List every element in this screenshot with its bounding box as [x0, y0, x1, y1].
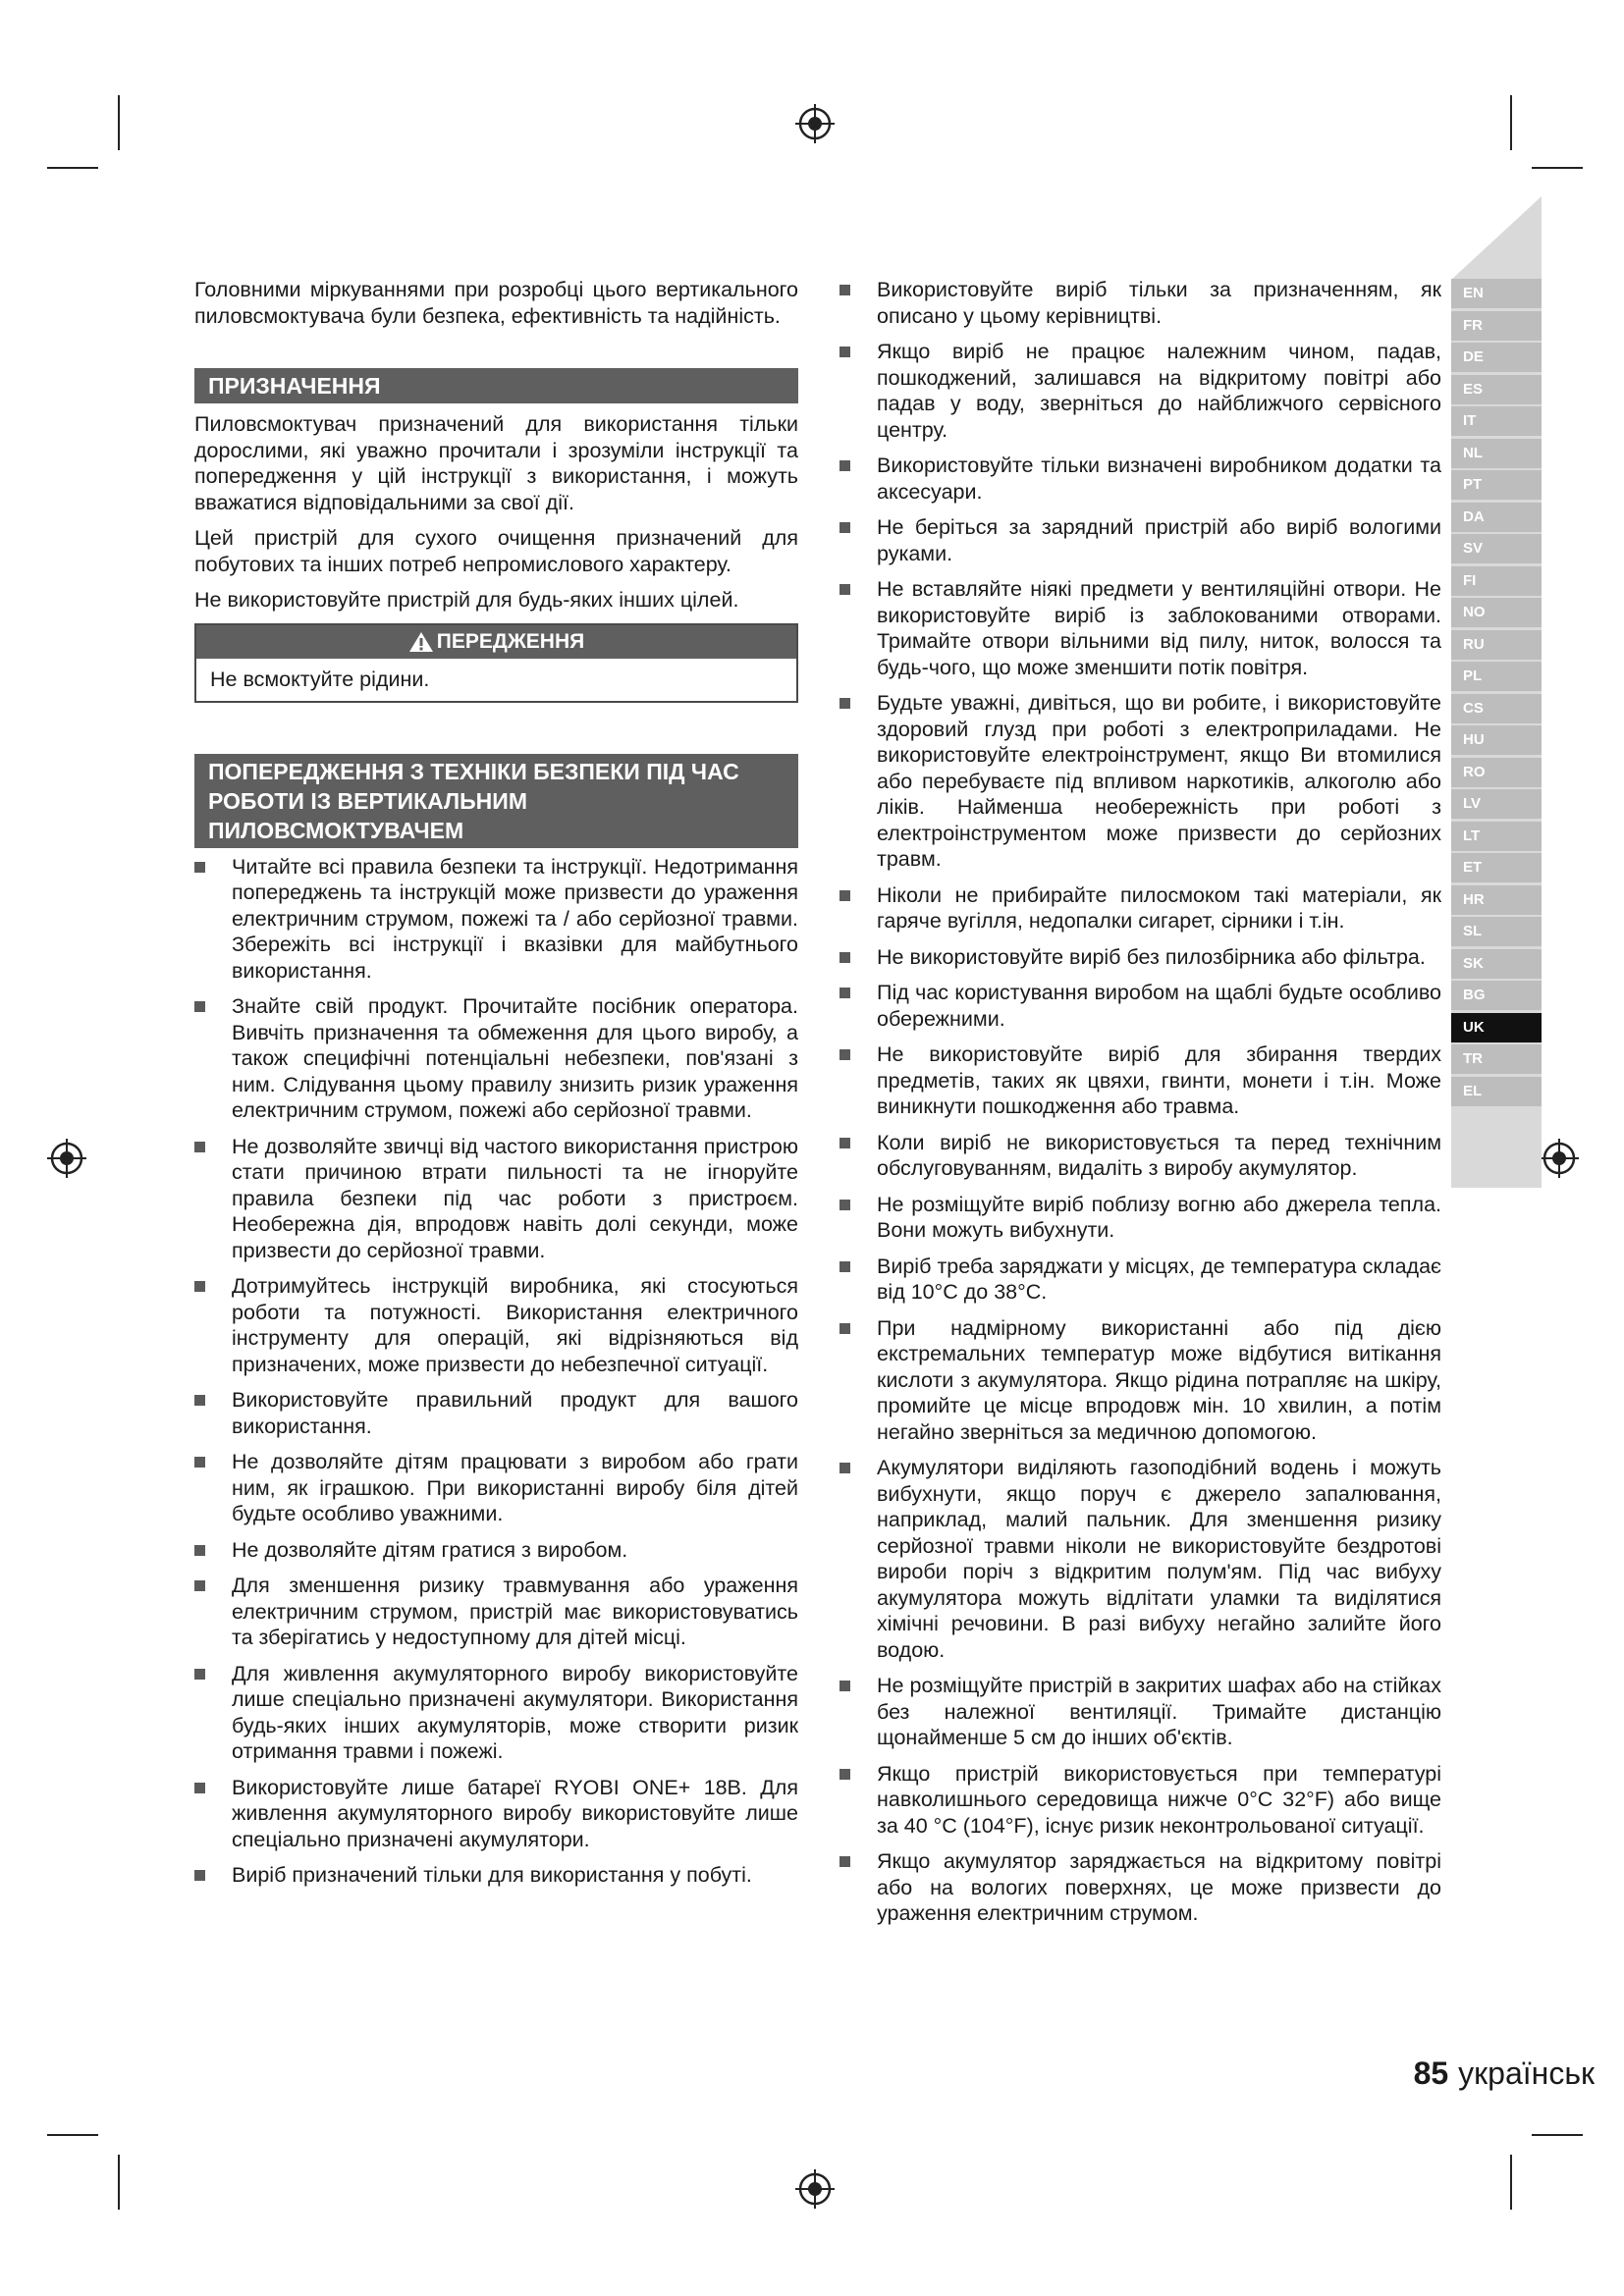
language-tab-hu[interactable]: HU: [1451, 725, 1542, 755]
safety-item-text: Дотримуйтесь інструкцій виробника, які стосуються роботи та потужності. Використання електричного інструменту для операцій, які відрізняються від призначених, може призвести до небезпечної ситуації.: [232, 1274, 798, 1376]
square-bullet-icon: [194, 1783, 205, 1793]
safety-list-item: [839, 1041, 1441, 1120]
safety-list-item: [839, 339, 1441, 443]
safety-item-text: Якщо виріб не працює належним чином, падав, пошкоджений, залишався на відкритому повітрі або падав у воду, зверніться до найближчого сервісного центру.: [877, 340, 1441, 442]
safety-item-text: Якщо акумулятор заряджається на відкритому повітрі або на вологих поверхнях, це може призвести до ураження електричним струмом.: [877, 1849, 1441, 1925]
left-column: [194, 277, 798, 1898]
safety-list-left: [194, 854, 798, 1889]
square-bullet-icon: [839, 890, 850, 901]
safety-item-text: Не використовуйте виріб для збирання твердих предметів, таких як цвяхи, гвинти, монети і т.ін. Може виникнути пошкодження або травма.: [877, 1042, 1441, 1118]
language-tab-uk[interactable]: UK: [1451, 1013, 1542, 1042]
registration-mark-icon: [45, 1137, 88, 1180]
safety-item-text: Використовуйте тільки визначені виробником додатки та аксесуари.: [877, 454, 1441, 504]
safety-item-text: Для живлення акумуляторного виробу використовуйте лише спеціально призначені акумулятори. Використання будь-яких інших акумуляторів, може створити ризик отримання травми і пожежі.: [232, 1661, 798, 1763]
language-tab-el[interactable]: EL: [1451, 1077, 1542, 1106]
language-tab-fr[interactable]: FR: [1451, 311, 1542, 341]
crop-mark: [1510, 95, 1512, 150]
safety-list-item: [194, 1273, 798, 1377]
safety-list-item: [839, 1848, 1441, 1927]
footer-language: українськ: [1458, 2056, 1595, 2091]
safety-list-item: [839, 944, 1441, 971]
safety-item-text: Не використовуйте виріб без пилозбірника або фільтра.: [877, 944, 1426, 969]
safety-item-text: Читайте всі правила безпеки та інструкції. Недотримання попереджень та інструкцій може призвести до ураження електричним струмом, пожежі та / або серйозної травми. Збережіть всі інструкції і вказівки для майбутнього використання.: [232, 854, 798, 983]
language-tab-pt[interactable]: PT: [1451, 470, 1542, 500]
safety-list-item: [194, 1449, 798, 1527]
language-tab-it[interactable]: IT: [1451, 406, 1542, 436]
language-tab-en[interactable]: EN: [1451, 279, 1542, 308]
language-tab-fi[interactable]: FI: [1451, 566, 1542, 596]
purpose-paragraph: Цей пристрій для сухого очищення призначений для побутових та інших потреб непромислового характеру.: [194, 526, 798, 576]
language-tab-nl[interactable]: NL: [1451, 439, 1542, 468]
safety-heading: ПОПЕРЕДЖЕННЯ З ТЕХНІКИ БЕЗПЕКИ ПІД ЧАС РОБОТИ ІЗ ВЕРТИКАЛЬНИМ ПИЛОВСМОКТУВАЧЕМ: [194, 754, 798, 848]
safety-item-text: Акумулятори виділяють газоподібний водень і можуть вибухнути, якщо поруч є джерело запалювання, наприклад, малий пальник. Для зменшення ризику серйозної травми ніколи не використовуйте бездротові вироби поріч з відкритим полум'ям. Під час вибуху акумулятора можуть відлітати уламки та виділятися хімічні речовини. В разі вибуху негайно залийте його водою.: [877, 1456, 1441, 1662]
registration-mark-icon: [793, 2167, 837, 2211]
page-number: 85: [1413, 2056, 1449, 2091]
language-tab-ro[interactable]: RO: [1451, 758, 1542, 787]
safety-list-item: [839, 453, 1441, 505]
safety-item-text: Не розміщуйте пристрій в закритих шафах або на стійках без належної вентиляції. Тримайте дистанцію щонайменше 5 см до інших об'єктів.: [877, 1674, 1441, 1749]
safety-list-item: [839, 1761, 1441, 1840]
language-tab-bg[interactable]: BG: [1451, 981, 1542, 1010]
safety-list-item: [194, 993, 798, 1124]
square-bullet-icon: [194, 862, 205, 873]
square-bullet-icon: [839, 698, 850, 709]
safety-item-text: Не дозволяйте звичці від частого використання пристрою стати причиною втрати пильності та не ігноруйте правила безпеки під час роботи з пристроєм. Необережна дія, впродовж навіть долі секунди, може призвести до серйозної травми.: [232, 1134, 798, 1262]
language-tab-lv[interactable]: LV: [1451, 789, 1542, 819]
language-tab-es[interactable]: ES: [1451, 375, 1542, 404]
square-bullet-icon: [194, 1545, 205, 1556]
safety-item-text: Ніколи не прибирайте пилосмоком такі матеріали, як гаряче вугілля, недопалки сигарет, сірники і т.ін.: [877, 882, 1441, 933]
crop-mark: [1510, 2155, 1512, 2210]
language-tab-tr[interactable]: TR: [1451, 1044, 1542, 1074]
safety-list-item: [194, 1661, 798, 1765]
safety-list-item: [839, 1130, 1441, 1182]
purpose-paragraph: Не використовуйте пристрій для будь-яких інших цілей.: [194, 588, 739, 612]
square-bullet-icon: [194, 1669, 205, 1680]
safety-item-text: Виріб призначений тільки для використання у побуті.: [232, 1863, 752, 1887]
language-tab-ru[interactable]: RU: [1451, 630, 1542, 660]
right-column: [839, 277, 1441, 1937]
square-bullet-icon: [839, 1323, 850, 1334]
language-tab-no[interactable]: NO: [1451, 598, 1542, 627]
square-bullet-icon: [194, 1457, 205, 1468]
language-tab-hr[interactable]: HR: [1451, 885, 1542, 915]
crop-mark: [1532, 167, 1583, 169]
language-tab-da[interactable]: DA: [1451, 503, 1542, 532]
safety-item-text: Не беріться за зарядний пристрій або виріб вологими руками.: [877, 515, 1441, 565]
square-bullet-icon: [194, 1870, 205, 1881]
safety-list-item: [194, 854, 798, 985]
language-tab-sl[interactable]: SL: [1451, 917, 1542, 946]
crop-mark: [47, 2134, 98, 2136]
square-bullet-icon: [194, 1142, 205, 1152]
safety-list-item: [839, 1673, 1441, 1751]
language-tab-lt[interactable]: LT: [1451, 822, 1542, 851]
square-bullet-icon: [839, 1769, 850, 1780]
safety-list-item: [839, 980, 1441, 1032]
purpose-paragraph: Пиловсмоктувач призначений для використання тільки дорослими, які уважно прочитали і зрозуміли інструкції та попередження у цій інструкції з використання, і можуть вважатися відповідальними за свої дії.: [194, 412, 798, 514]
purpose-heading: ПРИЗНАЧЕННЯ: [194, 368, 798, 403]
safety-list-item: [839, 1192, 1441, 1244]
square-bullet-icon: [839, 952, 850, 963]
safety-item-text: Не вставляйте ніякі предмети у вентиляційні отвори. Не використовуйте виріб із заблокованими отворами. Тримайте отвори вільними від пилу, ниток, волосся та будь-чого, що може зменшити потік повітря.: [877, 577, 1441, 679]
warning-heading-text: ПЕРЕДЖЕННЯ: [436, 629, 585, 653]
square-bullet-icon: [194, 1580, 205, 1591]
square-bullet-icon: [839, 1138, 850, 1148]
safety-item-text: Під час користування виробом на щаблі будьте особливо обережними.: [877, 981, 1441, 1031]
language-tab-sk[interactable]: SK: [1451, 949, 1542, 979]
safety-item-text: Не дозволяйте дітям працювати з виробом або грати ним, як іграшкою. При використанні виробу біля дітей будьте особливо уважними.: [232, 1450, 798, 1525]
safety-item-text: Використовуйте правильний продукт для вашого використання.: [232, 1388, 798, 1438]
safety-item-text: Використовуйте лише батареї RYOBI ONE+ 18В. Для живлення акумуляторного виробу використовуйте лише спеціально призначені акумулятори.: [232, 1775, 798, 1851]
crop-mark: [118, 2155, 120, 2210]
square-bullet-icon: [194, 1001, 205, 1012]
warning-text: Не всмоктуйте рідини.: [210, 667, 430, 691]
safety-item-text: Виріб треба заряджати у місцях, де температура складає від 10°C до 38°C.: [877, 1254, 1441, 1304]
crop-mark: [47, 167, 98, 169]
intro-paragraph: Головними міркуваннями при розробці цього вертикального пиловсмоктувача були безпека, ефективність та надійність.: [194, 278, 798, 328]
square-bullet-icon: [839, 584, 850, 595]
crop-mark: [1532, 2134, 1583, 2136]
safety-list-item: [194, 1862, 798, 1889]
language-tab-et[interactable]: ET: [1451, 853, 1542, 882]
square-bullet-icon: [839, 522, 850, 533]
safety-list-item: [839, 576, 1441, 680]
safety-list-item: [194, 1573, 798, 1651]
safety-item-text: Не розміщуйте виріб поблизу вогню або джерела тепла. Вони можуть вибухнути.: [877, 1192, 1441, 1242]
square-bullet-icon: [194, 1281, 205, 1292]
square-bullet-icon: [839, 1463, 850, 1473]
square-bullet-icon: [839, 1681, 850, 1691]
page-footer: [1414, 2056, 1595, 2092]
language-tabs: [1451, 279, 1542, 1108]
language-tab-pl[interactable]: PL: [1451, 662, 1542, 691]
language-tab-cs[interactable]: CS: [1451, 694, 1542, 723]
safety-item-text: Коли виріб не використовується та перед технічним обслуговуванням, видаліть з виробу акумулятор.: [877, 1130, 1441, 1180]
warning-box: [194, 623, 798, 703]
square-bullet-icon: [839, 347, 850, 357]
square-bullet-icon: [839, 988, 850, 998]
square-bullet-icon: [839, 1200, 850, 1210]
safety-list-item: [839, 277, 1441, 329]
safety-list-item: [839, 1254, 1441, 1306]
safety-item-text: При надмірному використанні або під дією екстремальних температур може відбутися витікання кислоти з акумулятора. Якщо рідина потрапляє на шкіру, промийте це місце впродовж мін. 10 хвилин, а потім негайно зверніться за медичною допомогою.: [877, 1315, 1441, 1444]
safety-item-text: Використовуйте виріб тільки за призначенням, як описано у цьому керівництві.: [877, 278, 1441, 328]
registration-mark-icon: [793, 102, 837, 145]
square-bullet-icon: [839, 1049, 850, 1060]
square-bullet-icon: [194, 1395, 205, 1406]
square-bullet-icon: [839, 460, 850, 471]
language-tab-de[interactable]: DE: [1451, 343, 1542, 372]
safety-list-item: [194, 1134, 798, 1264]
language-tab-sv[interactable]: SV: [1451, 534, 1542, 563]
warning-icon: [408, 631, 434, 653]
safety-item-text: Для зменшення ризику травмування або ураження електричним струмом, пристрій має використовуватись та зберігатись у недоступному для дітей місці.: [232, 1574, 798, 1649]
safety-item-text: Будьте уважні, дивіться, що ви робите, і використовуйте здоровий глузд при роботі з електроприладами. Не використовуйте електроінструмент, якщо Ви втомилися або перебуваєте під впливом наркотиків, алкоголю або ліків. Найменша необережність при роботі з електроінструментом може призвести до серйозних травм.: [877, 691, 1441, 871]
safety-item-text: Якщо пристрій використовується при температурі навколишнього середовища нижче 0°C 32°F) або вище за 40 °C (104°F), існує ризик неконтрольованої ситуації.: [877, 1761, 1441, 1838]
safety-list-item: [839, 514, 1441, 566]
safety-list-item: [839, 1315, 1441, 1446]
safety-list-right: [839, 277, 1441, 1927]
safety-list-item: [194, 1387, 798, 1439]
safety-list-item: [194, 1775, 798, 1853]
safety-list-item: [839, 1455, 1441, 1663]
safety-item-text: Знайте свій продукт. Прочитайте посібник оператора. Вивчіть призначення та обмеження для цього виробу, а також специфічні потенціальні небезпеки, пов'язані з ним. Слідування цьому правилу знизить ризик ураження електричним струмом, пожежі або серйозної травми.: [232, 994, 798, 1122]
safety-list-item: [839, 690, 1441, 873]
square-bullet-icon: [839, 1856, 850, 1867]
safety-list-item: [194, 1537, 798, 1564]
safety-list-item: [839, 882, 1441, 934]
safety-item-text: Не дозволяйте дітям гратися з виробом.: [232, 1537, 628, 1562]
square-bullet-icon: [839, 1261, 850, 1272]
warning-heading: [196, 625, 796, 660]
square-bullet-icon: [839, 285, 850, 295]
crop-mark: [118, 95, 120, 150]
